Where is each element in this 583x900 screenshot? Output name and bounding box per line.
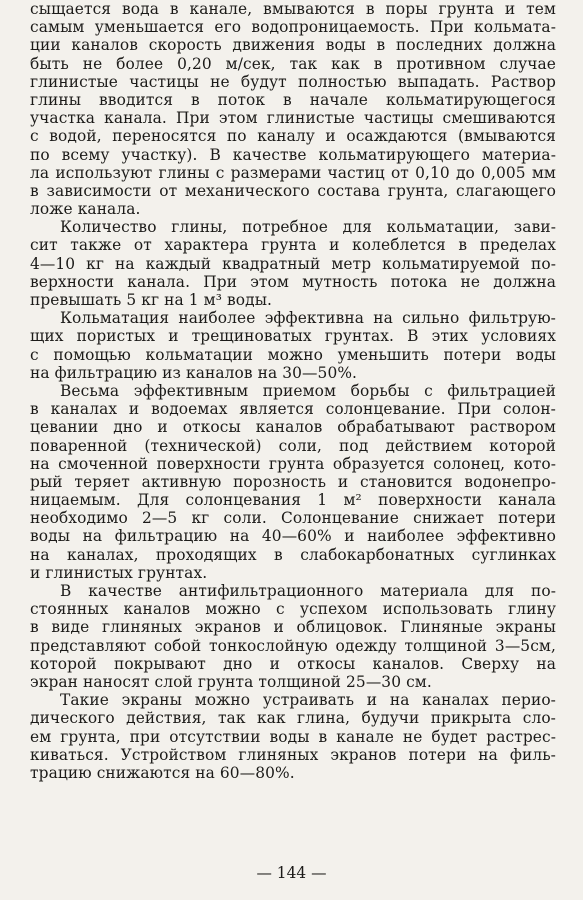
text-line: ложе канала. bbox=[30, 200, 141, 219]
text-line: которой покрывают дно и откосы каналов. Сверху на bbox=[30, 654, 556, 673]
text-line: ла используют глины с размерами частиц от 0,10 до 0,005 мм bbox=[30, 163, 556, 182]
text-line: по всему участку). В качестве кольматирующего материа- bbox=[30, 145, 556, 164]
text-line: с помощью кольматации можно уменьшить потери воды bbox=[30, 345, 556, 364]
text-line: верхности канала. При этом мутность потока не должна bbox=[30, 272, 556, 291]
paragraph-clay-screens bbox=[30, 582, 556, 691]
text-line: В качестве антифильтрационного материала для по- bbox=[60, 582, 556, 600]
text-line: превышать 5 кг на 1 м³ воды. bbox=[30, 291, 273, 309]
text-line: в зависимости от механического состава грунта, слагающего bbox=[30, 181, 556, 200]
paragraph-colmatation-method bbox=[30, 0, 556, 218]
text-line: щих пористых и трещиноватых грунтах. В этих условиях bbox=[30, 327, 556, 346]
paragraph-clay-quantity bbox=[30, 218, 556, 309]
paragraph-salinization bbox=[30, 382, 556, 582]
text-line: ции каналов скорость движения воды в последних должна bbox=[30, 36, 556, 55]
text-line: с водой, переносятся по каналу и осаждаются (вмываются bbox=[30, 127, 556, 146]
text-line: в каналах и водоемах является солонцевание. При солон- bbox=[30, 400, 556, 419]
text-line: киваться. Устройством глиняных экранов потери на филь- bbox=[30, 745, 556, 764]
text-line: ницаемым. Для солонцевания 1 м² поверхности канала bbox=[30, 491, 556, 510]
text-line: стоянных каналов можно с успехом использовать глину bbox=[30, 600, 556, 619]
text-line: быть не более 0,20 м/сек, так как в противном случае bbox=[30, 54, 556, 73]
text-line: на смоченной поверхности грунта образуется солонец, кото- bbox=[30, 454, 556, 473]
text-line: сыщается вода в канале, вмываются в поры грунта и тем bbox=[30, 0, 556, 18]
page-body bbox=[30, 0, 556, 782]
text-line: необходимо 2—5 кг соли. Солонцевание снижает потери bbox=[30, 509, 556, 528]
text-line: рый теряет активную порозность и становится водонепро- bbox=[30, 472, 556, 491]
text-line: самым уменьшается его водопроницаемость. При кольмата- bbox=[30, 18, 556, 37]
text-line: ем грунта, при отсутствии воды в канале не будет растрес- bbox=[30, 727, 556, 746]
text-line: представляют собой тонкослойную одежду толщиной 3—5см, bbox=[30, 636, 556, 655]
text-line: в виде глиняных экранов и облицовок. Глиняные экраны bbox=[30, 618, 556, 637]
text-line: и глинистых грунтах. bbox=[30, 563, 208, 582]
text-line: дического действия, так как глина, будучи прикрыта сло- bbox=[30, 709, 556, 728]
text-line: поваренной (технической) соли, под действием которой bbox=[30, 436, 556, 455]
text-line: на каналах, проходящих в слабокарбонатных суглинках bbox=[30, 545, 556, 564]
text-line: цевании дно и откосы каналов обрабатывают раствором bbox=[30, 418, 556, 437]
paragraph-periodic-canals bbox=[30, 691, 556, 782]
text-line: Количество глины, потребное для кольматации, зави- bbox=[60, 218, 556, 237]
text-line: участка канала. При этом глинистые частицы смешиваются bbox=[30, 109, 556, 128]
text-line: сит также от характера грунта и колеблется в пределах bbox=[30, 236, 556, 255]
text-line: экран наносят слой грунта толщиной 25—30 см. bbox=[30, 672, 432, 691]
text-line: глины вводится в поток в начале кольматирующегося bbox=[30, 90, 556, 109]
text-line: 4—10 кг на каждый квадратный метр кольматируемой по- bbox=[30, 254, 556, 273]
text-line: трацию снижаются на 60—80%. bbox=[30, 763, 295, 782]
text-line: Кольматация наиболее эффективна на сильно фильтрую- bbox=[60, 309, 556, 328]
text-line: воды на фильтрацию на 40—60% и наиболее эффективно bbox=[30, 527, 556, 546]
text-line: на фильтрацию из каналов на 30—50%. bbox=[30, 363, 358, 382]
text-line: Весьма эффективным приемом борьбы с фильтрацией bbox=[60, 381, 556, 400]
paragraph-colmatation-effectiveness bbox=[30, 309, 556, 382]
text-line: глинистые частицы не будут полностью выпадать. Раствор bbox=[30, 72, 556, 91]
text-line: Такие экраны можно устраивать и на каналах перио- bbox=[60, 691, 556, 710]
page-number: — 144 — bbox=[256, 864, 327, 882]
